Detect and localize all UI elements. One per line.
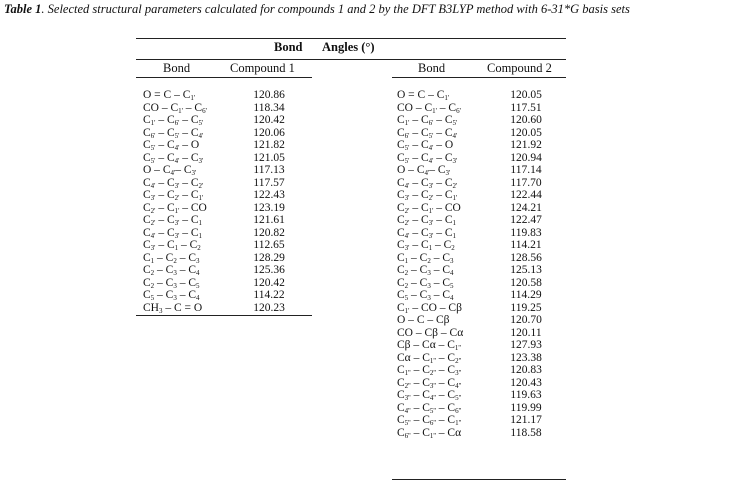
compound2-bond-14: $C_1 - C_2 - C_3$ bbox=[397, 251, 454, 265]
compound2-bond-column bbox=[397, 89, 463, 439]
compound1-angle-11: 121.61 bbox=[253, 214, 285, 226]
compound2-bond-11: $C_{2'} - C_{3'} - C_1$ bbox=[397, 214, 457, 227]
compound2-bond-header: Bond bbox=[418, 61, 446, 75]
compound2-angle-7: 117.14 bbox=[510, 164, 542, 176]
compound2-bond-1: $O = C - C_{1'}$ bbox=[397, 89, 450, 102]
compound2-bond-22: Cα – $C_{1''} - C_{2''}$ bbox=[397, 351, 462, 365]
compound2-bond-19: O – C – Cβ bbox=[397, 314, 450, 326]
compound1-angle-13: 112.65 bbox=[253, 239, 285, 251]
compound2-angle-14: 128.56 bbox=[510, 251, 542, 264]
compound1-bond-2: CO – $C_{1'} - C_{6'}$ bbox=[143, 101, 207, 115]
group-rule bbox=[136, 59, 566, 60]
compound2-angle-27: 121.17 bbox=[510, 414, 542, 426]
compound2-bond-26: $C_{4''} - C_{5''} - C_{6''}$ bbox=[397, 401, 462, 415]
compound2-angle-9: 122.44 bbox=[510, 189, 542, 201]
compound2-bond-16: $C_2 - C_3 - C_5$ bbox=[397, 276, 454, 290]
top-rule bbox=[136, 38, 566, 39]
compound1-bond-13: $C_{3'} - C_1 - C_2$ bbox=[143, 239, 201, 252]
compound1-value-header: Compound 1 bbox=[230, 61, 295, 75]
compound1-bond-7: O – $C_{4'}-$ $C_{3'}$ bbox=[143, 164, 197, 177]
compound2-bond-4: $C_{6'} - C_{5'} - C_{4'}$ bbox=[397, 126, 458, 140]
compound1-angle-15: 125.36 bbox=[253, 264, 285, 276]
compound1-bond-14: $C_1 - C_2 - C_3$ bbox=[143, 251, 200, 265]
compound2-angle-2: 117.51 bbox=[510, 101, 542, 114]
compound1-bond-column bbox=[143, 89, 207, 314]
compound2-angle-3: 120.60 bbox=[510, 114, 542, 126]
compound2-angle-28: 118.58 bbox=[510, 426, 542, 439]
compound2-header-rule bbox=[392, 77, 566, 78]
compound1-bond-5: $C_{5'} - C_{4'}$ – O bbox=[143, 139, 200, 152]
compound2-angle-1: 120.05 bbox=[510, 89, 542, 101]
compound2-value-column bbox=[488, 89, 564, 439]
compound1-angle-12: 120.82 bbox=[253, 226, 285, 239]
compound1-bond-17: $C_5 - C_3 - C_4$ bbox=[143, 289, 200, 302]
compound1-angle-7: 117.13 bbox=[253, 164, 285, 176]
compound2-angle-13: 114.21 bbox=[510, 239, 542, 251]
compound2-bond-21: Cβ – Cα – $C_{1''}$ bbox=[397, 339, 461, 352]
compound2-angle-18: 119.25 bbox=[510, 301, 542, 314]
compound1-angle-10: 123.19 bbox=[253, 201, 285, 214]
compound2-bond-5: $C_{5'} - C_{4'}$ – O bbox=[397, 139, 454, 152]
compound1-angle-18: 120.23 bbox=[253, 301, 285, 314]
compound2-angle-20: 120.11 bbox=[510, 326, 542, 339]
compound2-bond-6: $C_{5'} - C_{4'} - C_{3'}$ bbox=[397, 151, 458, 165]
compound2-angle-25: 119.63 bbox=[510, 389, 542, 401]
compound1-header-rule bbox=[136, 77, 312, 78]
compound2-bond-24: $C_{2''} - C_{3''} - C_{4''}$ bbox=[397, 376, 462, 390]
compound2-bond-15: $C_2 - C_3 - C_4$ bbox=[397, 264, 454, 277]
compound1-bond-10: $C_{2'} - C_{1'}$ – CO bbox=[143, 201, 207, 215]
compound2-angle-24: 120.43 bbox=[510, 376, 542, 389]
group-title-bond: Bond bbox=[274, 40, 303, 54]
compound2-angle-12: 119.83 bbox=[510, 226, 542, 239]
compound2-bond-10: $C_{2'} - C_{1'}$ – CO bbox=[397, 201, 461, 215]
compound1-bond-8: $C_{4'} - C_{3'} - C_{2'}$ bbox=[143, 176, 204, 190]
compound2-angle-6: 120.94 bbox=[510, 151, 542, 164]
compound1-angle-4: 120.06 bbox=[253, 126, 285, 139]
table-caption bbox=[4, 2, 630, 17]
compound1-angle-8: 117.57 bbox=[253, 176, 285, 189]
compound1-bond-11: $C_{2'} - C_{3'} - C_1$ bbox=[143, 214, 203, 227]
compound2-angle-19: 120.70 bbox=[510, 314, 542, 326]
compound1-angle-5: 121.82 bbox=[253, 139, 285, 151]
compound2-angle-8: 117.70 bbox=[510, 176, 542, 189]
compound1-bond-15: $C_2 - C_3 - C_4$ bbox=[143, 264, 200, 277]
compound2-bond-23: $C_{1''} - C_{2''} - C_{3''}$ bbox=[397, 364, 462, 377]
compound1-bond-18: $CH_3 - C = O$ bbox=[143, 301, 203, 315]
compound2-bond-8: $C_{4'} - C_{3'} - C_{2'}$ bbox=[397, 176, 458, 190]
compound1-bond-16: $C_2 - C_3 - C_5$ bbox=[143, 276, 200, 290]
compound1-bond-header: Bond bbox=[163, 61, 191, 75]
compound2-bond-17: $C_5 - C_3 - C_4$ bbox=[397, 289, 454, 302]
compound2-angle-26: 119.99 bbox=[510, 401, 542, 414]
compound2-angle-22: 123.38 bbox=[510, 351, 542, 364]
compound2-angle-15: 125.13 bbox=[510, 264, 542, 276]
compound1-angle-16: 120.42 bbox=[253, 276, 285, 289]
compound1-angle-6: 121.05 bbox=[253, 151, 285, 164]
compound2-value-header: Compound 2 bbox=[487, 61, 552, 75]
caption-text: . Selected structural parameters calculated for compounds 1 and 2 by the DFT B3LYP method with 6-31*G basis sets bbox=[41, 2, 630, 16]
compound1-angle-9: 122.43 bbox=[253, 189, 285, 201]
compound1-bond-1: $O = C - C_{1'}$ bbox=[143, 89, 196, 102]
compound2-bond-2: CO – $C_{1'} - C_{6'}$ bbox=[397, 101, 461, 115]
compound2-bond-3: $C_{1'} - C_{6'} - C_{5'}$ bbox=[397, 114, 458, 127]
compound1-bond-9: $C_{3'} - C_{2'} - C_{1'}$ bbox=[143, 189, 204, 202]
compound2-angle-11: 122.47 bbox=[510, 214, 542, 226]
compound1-angle-1: 120.86 bbox=[253, 89, 285, 101]
compound2-bond-28: $C_{6''} - C_{1''}$ – Cα bbox=[397, 426, 462, 440]
compound2-angle-16: 120.58 bbox=[510, 276, 542, 289]
compound1-bottom-rule bbox=[136, 315, 312, 316]
compound1-bond-3: $C_{1'} - C_{6'} - C_{5'}$ bbox=[143, 114, 204, 127]
compound2-angle-5: 121.92 bbox=[510, 139, 542, 151]
compound2-bond-13: $C_{3'} - C_1 - C_2$ bbox=[397, 239, 455, 252]
compound2-bottom-rule bbox=[392, 479, 566, 480]
compound1-angle-3: 120.42 bbox=[253, 114, 285, 126]
caption-label: Table 1 bbox=[4, 2, 42, 16]
compound2-bond-12: $C_{4'} - C_{3'} - C_1$ bbox=[397, 226, 457, 240]
compound1-angle-14: 128.29 bbox=[253, 251, 285, 264]
compound2-angle-4: 120.05 bbox=[510, 126, 542, 139]
compound2-bond-27: $C_{5''} - C_{6''} - C_{1''}$ bbox=[397, 414, 462, 427]
group-title-angles: Angles (°) bbox=[322, 40, 375, 54]
compound1-angle-17: 114.22 bbox=[253, 289, 285, 301]
compound1-bond-12: $C_{4'} - C_{3'} - C_1$ bbox=[143, 226, 203, 240]
compound2-angle-23: 120.83 bbox=[510, 364, 542, 376]
compound2-bond-18: $C_{1'}$ – CO – Cβ bbox=[397, 301, 462, 315]
compound2-bond-20: CO – Cβ – Cα bbox=[397, 326, 464, 339]
compound2-angle-10: 124.21 bbox=[510, 201, 542, 214]
compound2-angle-21: 127.93 bbox=[510, 339, 542, 351]
compound1-bond-4: $C_{6'} - C_{5'} - C_{4'}$ bbox=[143, 126, 204, 140]
compound2-angle-17: 114.29 bbox=[510, 289, 542, 301]
compound2-bond-9: $C_{3'} - C_{2'} - C_{1'}$ bbox=[397, 189, 458, 202]
compound2-bond-7: O – $C_{4'}-$ $C_{3'}$ bbox=[397, 164, 451, 177]
compound1-value-column bbox=[231, 89, 307, 314]
compound1-angle-2: 118.34 bbox=[253, 101, 285, 114]
compound1-bond-6: $C_{5'} - C_{4'} - C_{3'}$ bbox=[143, 151, 204, 165]
compound2-bond-25: $C_{3''} - C_{4''} - C_{5''}$ bbox=[397, 389, 462, 402]
